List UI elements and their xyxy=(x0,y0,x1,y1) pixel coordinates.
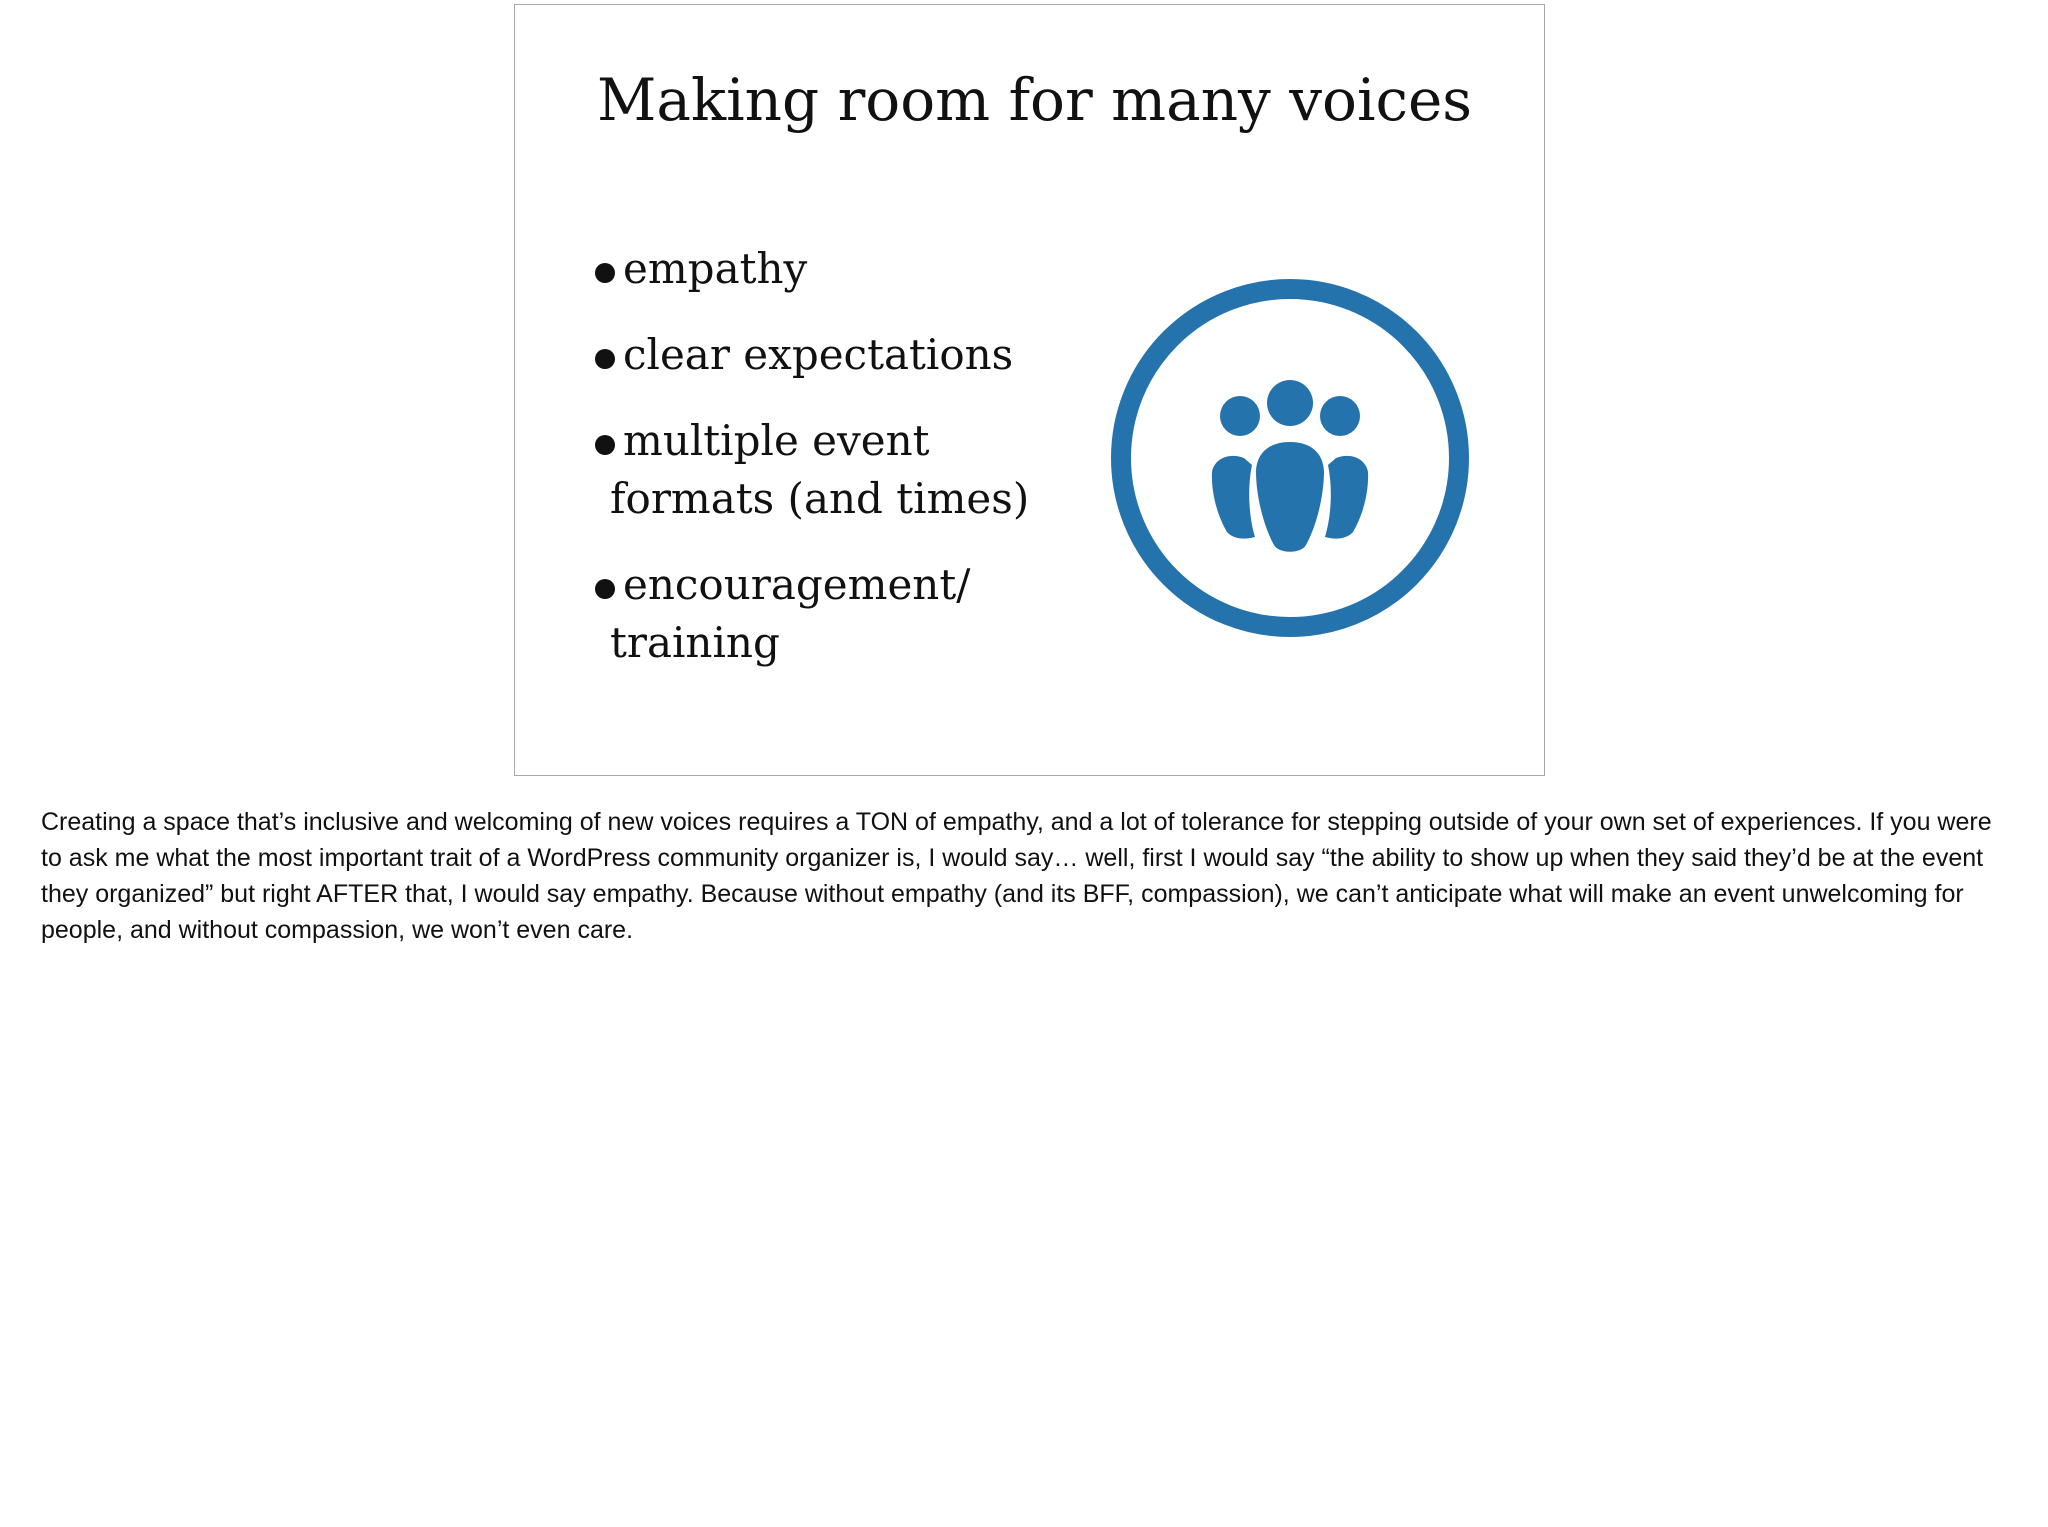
bullet-dot xyxy=(595,579,615,599)
slide xyxy=(514,4,1545,776)
bullet-dot xyxy=(595,263,615,283)
speaker-notes: Creating a space that’s inclusive and welcoming of new voices requires a TON of empathy, and a lot of tolerance for stepping outside of your own set of experiences. If you were to ask me what the most important trait of a WordPress community organizer is, I would say… well, first I would say “the ability to show up when they said they’d be at the event they organized” but right AFTER that, I would say empathy. Because without empathy (and its BFF, compassion), we can’t anticipate what will make an event unwelcoming for people, and without compassion, we won’t even care. xyxy=(41,808,1992,944)
bullet-text: encouragement/ xyxy=(623,560,971,609)
bullet-text-continuation: formats (and times) xyxy=(610,474,1030,523)
bullet-item xyxy=(595,556,1035,672)
bullet-item xyxy=(595,326,1035,384)
group-of-people-icon xyxy=(1109,277,1471,639)
bullet-dot xyxy=(595,349,615,369)
bullet-list xyxy=(595,240,1035,700)
bullet-text-continuation: training xyxy=(610,618,780,667)
slide-title: Making room for many voices xyxy=(597,66,1473,134)
bullet-text: clear expectations xyxy=(623,330,1014,379)
bullet-dot xyxy=(595,435,615,455)
bullet-text: empathy xyxy=(623,244,808,293)
bullet-text: multiple event xyxy=(623,416,930,465)
bullet-item xyxy=(595,412,1035,528)
bullet-item xyxy=(595,240,1035,298)
